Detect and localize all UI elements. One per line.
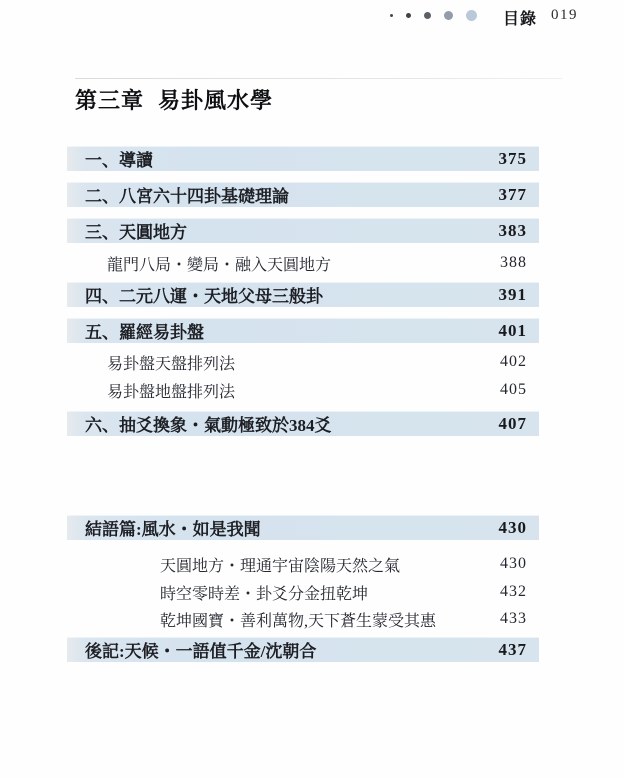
page-ornament-dots [390,0,477,30]
toc-subentry [107,350,527,374]
dot-icon [424,12,431,19]
toc-subentry-label: 天圓地方・理通宇宙陰陽天然之氣 [160,557,401,575]
toc-entry-label: 二、八宮六十四卦基礎理論 [85,187,289,206]
toc-entry-label: 六、抽爻換象・氣動極致於384爻 [85,416,332,435]
header-section-label: 目錄 [503,11,538,28]
toc-entry [67,411,539,436]
toc-entry-label: 一、導讀 [85,151,153,170]
toc-subentry [107,378,527,402]
toc-entry [67,146,539,171]
dot-icon [406,13,411,18]
toc-subentry-label: 易卦盤地盤排列法 [107,383,236,401]
toc-entry-page: 391 [498,284,527,304]
toc-entry [67,637,539,662]
toc-entry-label: 三、天圓地方 [85,223,187,242]
toc-entry [67,218,539,243]
chapter-number: 第三章 [75,88,145,113]
chapter-title [75,84,273,115]
toc-subentry-page: 433 [500,610,527,627]
dot-icon [466,10,477,21]
toc-entry-page: 383 [498,220,527,240]
toc-subentry-page: 388 [500,254,527,271]
toc-entry-label: 五、羅經易卦盤 [85,323,204,342]
toc-subentry-page: 430 [500,555,527,572]
running-header [0,0,624,34]
toc-subentry-label: 龍門八局・變局・融入天圓地方 [107,256,332,274]
toc-entry-label: 結語篇:風水・如是我聞 [85,520,261,539]
dot-icon [390,14,393,17]
toc-subentry-page: 432 [500,583,527,600]
toc-entry-page: 407 [498,413,527,433]
dot-icon [444,11,453,20]
toc-subentry [107,251,527,275]
toc-subentry [160,580,527,604]
toc-subentry-label: 時空零時差・卦爻分金扭乾坤 [160,585,369,603]
toc-entry-page: 430 [498,517,527,537]
heading-rule [75,78,562,79]
toc-entry [67,282,539,307]
header-page-number: 019 [551,7,578,23]
toc-subentry-label: 易卦盤天盤排列法 [107,355,236,373]
toc-subentry-page: 405 [500,381,527,398]
toc-subentry-label: 乾坤國寶・善利萬物,天下蒼生蒙受其惠 [160,612,437,630]
toc-entry-page: 437 [498,639,527,659]
toc-entry-label: 後記:天候・一語值千金/沈朝合 [85,642,317,661]
toc-subentry [160,607,527,631]
toc-entry [67,515,539,540]
toc-entry-label: 四、二元八運・天地父母三般卦 [85,287,323,306]
toc-entry [67,318,539,343]
toc-entry [67,182,539,207]
toc-entry-page: 377 [498,184,527,204]
toc-entry-page: 375 [498,148,527,168]
chapter-name: 易卦風水學 [158,88,274,113]
toc-subentry-page: 402 [500,353,527,370]
toc-entry-page: 401 [498,320,527,340]
toc-subentry [160,552,527,576]
